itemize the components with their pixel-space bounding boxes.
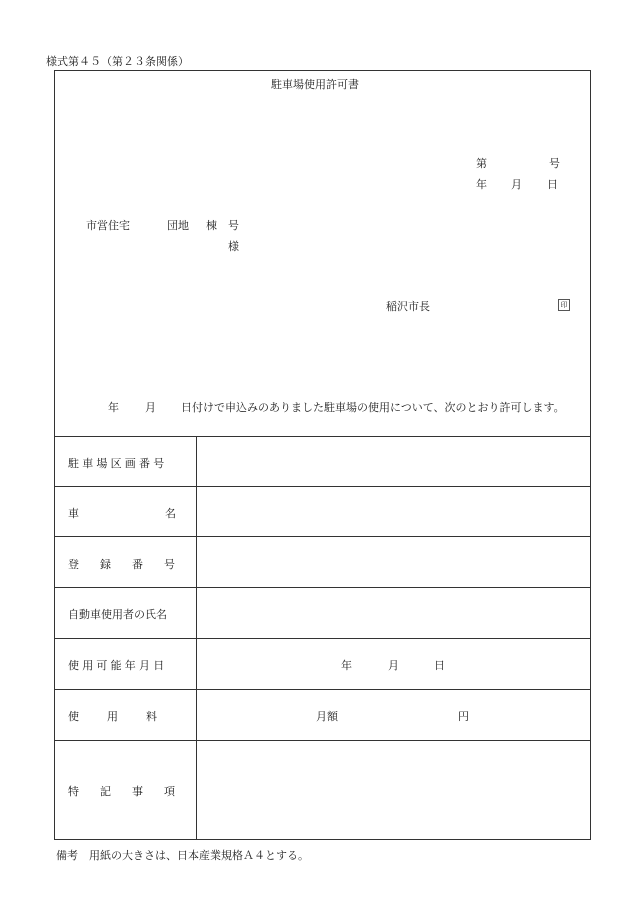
row-divider — [54, 638, 591, 639]
recipient-danchi: 団地 — [167, 219, 189, 232]
seal-mark: 印 — [558, 299, 570, 311]
date-year: 年 — [476, 178, 487, 191]
label-parking-lot-number: 駐車場区画番号 — [68, 457, 168, 470]
label-car-name — [68, 505, 176, 521]
number-dai: 第 — [476, 157, 487, 170]
row-divider — [54, 740, 591, 741]
usable-date-day: 日 — [434, 659, 445, 672]
table-top-line — [54, 436, 591, 437]
date-month: 月 — [511, 178, 522, 191]
row-divider — [54, 536, 591, 537]
recipient-go: 号 — [228, 219, 239, 232]
usable-date-year: 年 — [341, 659, 352, 672]
label-registration-number: 登録番号 — [68, 558, 196, 571]
label-usable-date: 使用可能年月日 — [68, 659, 168, 672]
issuer-name: 稲沢市長 — [386, 300, 430, 313]
number-go: 号 — [549, 157, 560, 170]
statement-text: 日付けで申込みのありました駐車場の使用について、次のとおり許可します。 — [181, 401, 565, 414]
row-divider — [54, 587, 591, 588]
usable-date-month: 月 — [388, 659, 399, 672]
recipient-tou: 棟 — [206, 219, 217, 232]
footnote: 備考 用紙の大きさは、日本産業規格Ａ４とする。 — [56, 849, 309, 862]
statement-month: 月 — [145, 401, 156, 414]
column-divider — [196, 436, 197, 840]
statement-year: 年 — [108, 401, 119, 414]
label-car-name-char: 車 — [68, 507, 79, 520]
form-code: 様式第４５（第２３条関係） — [46, 55, 189, 68]
recipient-address: 市営住宅 — [86, 219, 130, 232]
recipient-sama: 様 — [228, 240, 239, 253]
row-divider — [54, 689, 591, 690]
label-special-notes: 特記事項 — [68, 785, 196, 798]
label-fee: 使用料 — [68, 710, 185, 723]
date-day: 日 — [547, 178, 558, 191]
row-divider — [54, 486, 591, 487]
fee-currency: 円 — [458, 710, 469, 723]
fee-monthly-label: 月額 — [316, 710, 338, 723]
document-title: 駐車場使用許可書 — [271, 78, 359, 91]
label-user-name: 自動車使用者の氏名 — [68, 608, 167, 621]
label-car-name-char: 名 — [165, 507, 176, 520]
